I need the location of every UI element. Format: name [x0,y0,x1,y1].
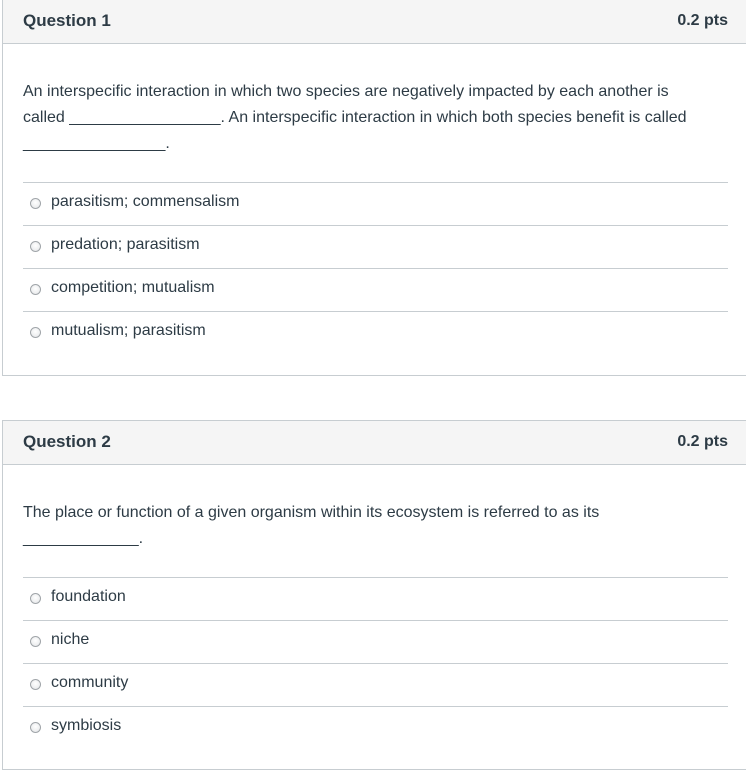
radio-button[interactable] [30,679,41,690]
question-text: The place or function of a given organism within its ecosystem is referred to as its _____________. [23,504,600,547]
answer-option[interactable] [23,577,728,620]
answer-list [23,577,728,749]
answer-option[interactable] [23,182,728,225]
question-header [3,0,746,44]
answer-label[interactable]: predation; parasitism [51,236,200,253]
answer-list [23,182,728,354]
answer-option[interactable] [23,268,728,311]
radio-button[interactable] [30,593,41,604]
radio-button[interactable] [30,327,41,338]
answer-label[interactable]: parasitism; commensalism [51,193,240,210]
question-title: Question 1 [23,11,111,30]
question-2 [2,420,746,770]
question-1 [2,0,746,376]
radio-button[interactable] [30,284,41,295]
answer-option[interactable] [23,663,728,706]
answer-label[interactable]: competition; mutualism [51,279,215,296]
question-title: Question 2 [23,432,111,451]
answer-label[interactable]: foundation [51,588,126,605]
radio-button[interactable] [30,722,41,733]
radio-button[interactable] [30,636,41,647]
answer-option[interactable] [23,706,728,749]
question-points: 0.2 pts [677,12,728,29]
answer-label[interactable]: mutualism; parasitism [51,322,206,339]
answer-label[interactable]: niche [51,631,90,648]
answer-label[interactable]: symbiosis [51,717,122,734]
question-text: An interspecific interaction in which two species are negatively impacted by each another is called _________________. An interspecific interaction in which both species benefit is called ________________. [23,83,687,152]
radio-button[interactable] [30,241,41,252]
answer-option[interactable] [23,620,728,663]
radio-button[interactable] [30,198,41,209]
answer-option[interactable] [23,311,728,354]
question-header [3,421,746,465]
answer-label[interactable]: community [51,674,129,691]
answer-option[interactable] [23,225,728,268]
question-points: 0.2 pts [677,433,728,450]
